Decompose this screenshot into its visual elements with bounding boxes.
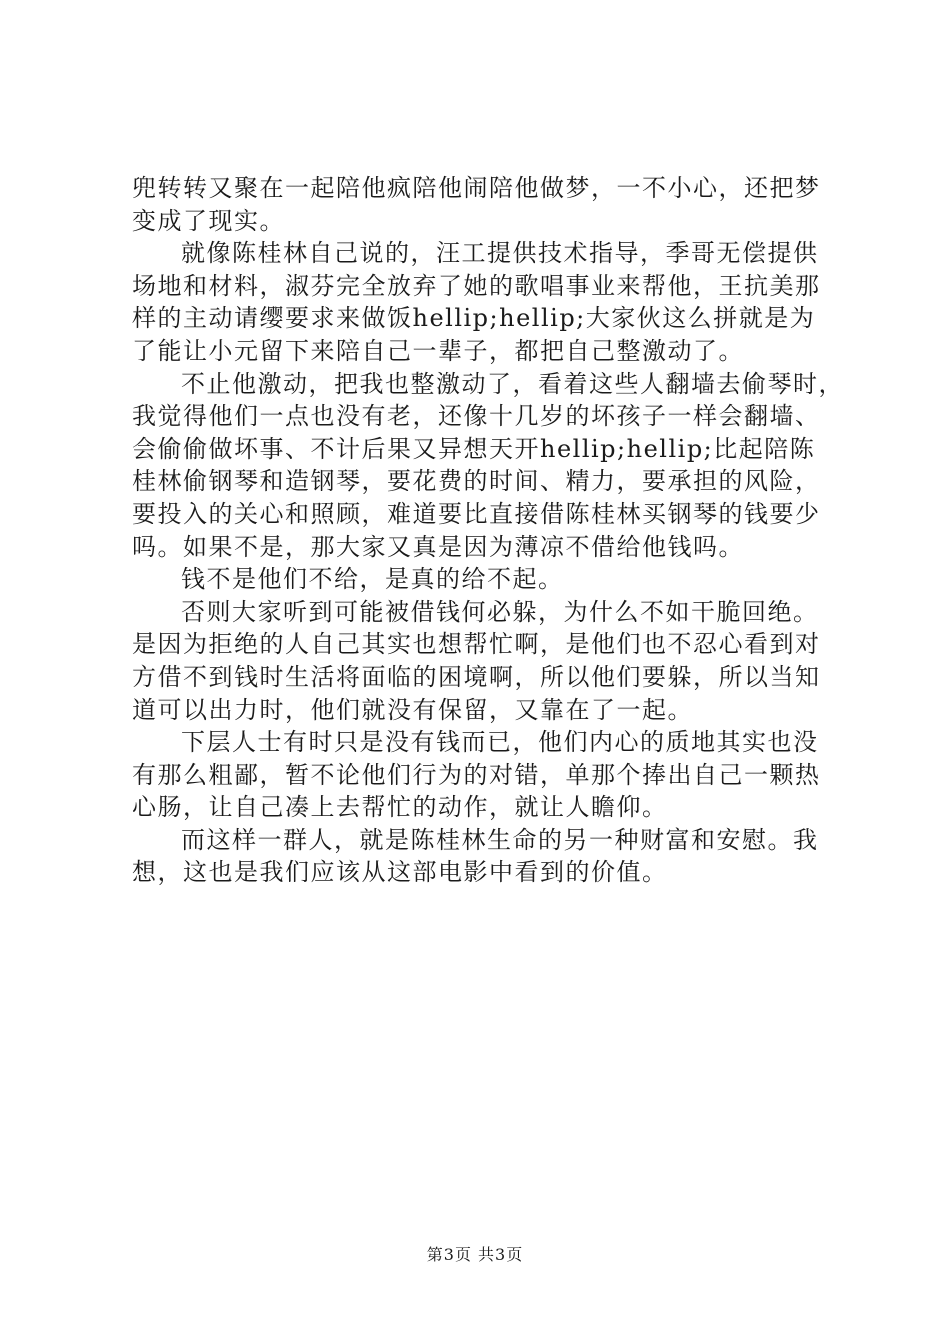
text-line: 道可以出力时，他们就没有保留，又靠在了一起。 [132,695,693,724]
text-line: 有那么粗鄙，暂不论他们行为的对错，单那个捧出自己一颗热 [132,760,821,789]
text-line: 变成了现实。 [132,206,285,235]
paragraph-first-line: 就像陈桂林自己说的，汪工提供技术指导，季哥无偿提供 [181,239,819,268]
text-line: 心肠，让自己凑上去帮忙的动作，就让人瞻仰。 [132,793,668,822]
text-line: 会偷偷做坏事、不计后果又异想天开hellip;hellip;比起陪陈 [132,434,816,463]
text-line: 样的主动请缨要求来做饭hellip;hellip;大家伙这么拼就是为 [132,304,816,333]
paragraph-first-line: 而这样一群人，就是陈桂林生命的另一种财富和安慰。我 [181,825,819,854]
text-line: 桂林偷钢琴和造钢琴，要花费的时间、精力，要承担的风险， [132,467,821,496]
page-number-footer: 第3页 共3页 [426,1245,524,1264]
paragraph-first-line: 钱不是他们不给，是真的给不起。 [181,565,564,594]
text-line: 兜转转又聚在一起陪他疯陪他闹陪他做梦，一不小心，还把梦 [132,174,821,202]
text-line: 是因为拒绝的人自己其实也想帮忙啊，是他们也不忍心看到对 [132,630,821,659]
text-line: 要投入的关心和照顾，难道要比直接借陈桂林买钢琴的钱要少 [132,499,821,528]
paragraph-first-line: 下层人士有时只是没有钱而已，他们内心的质地其实也没 [181,728,819,757]
text-line: 我觉得他们一点也没有老，还像十几岁的坏孩子一样会翻墙、 [132,402,821,431]
text-line: 了能让小元留下来陪自己一辈子，都把自己整激动了。 [132,336,744,365]
text-line: 吗。如果不是，那大家又真是因为薄凉不借给他钱吗。 [132,532,744,561]
paragraph-first-line: 否则大家听到可能被借钱何必躲，为什么不如干脆回绝。 [181,597,819,626]
text-line: 方借不到钱时生活将面临的困境啊，所以他们要躲，所以当知 [132,662,821,691]
text-line: 场地和材料，淑芬完全放弃了她的歌唱事业来帮他，王抗美那 [132,271,821,300]
paragraph-first-line: 不止他激动，把我也整激动了，看着这些人翻墙去偷琴时， [181,369,844,398]
text-line: 想，这也是我们应该从这部电影中看到的价值。 [132,858,668,887]
document-body [132,172,844,889]
